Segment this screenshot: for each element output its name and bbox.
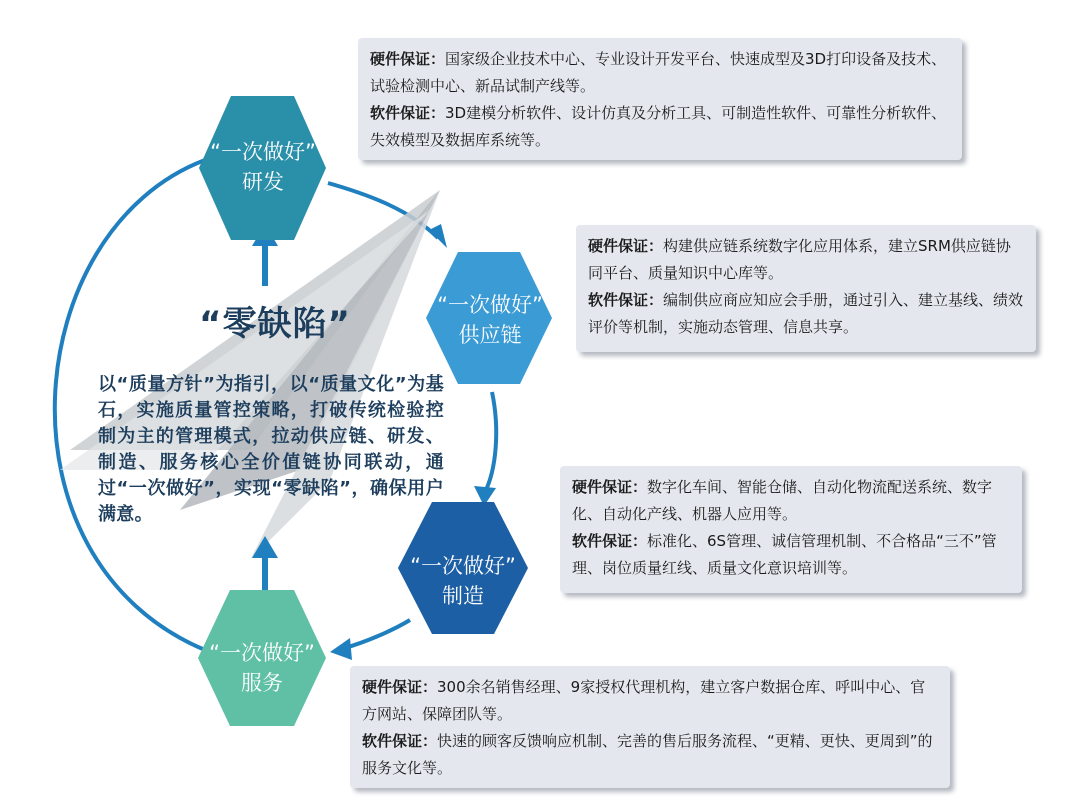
hardware-text: 构建供应链系统数字化应用体系，建立SRM供应链协同平台、质量知识中心库等。 (588, 237, 1011, 282)
info-box-supply-chain (576, 225, 1036, 352)
hexagon-supply-line2: 供应链 (458, 323, 522, 347)
hexagon-supply-label (427, 290, 553, 350)
hexagon-service-line2: 服务 (241, 671, 283, 695)
info-box-research (358, 38, 962, 160)
arrow-head-supply (429, 224, 447, 248)
software-label: 软件保证： (370, 104, 446, 122)
info-box-service (350, 666, 950, 788)
software-text: 3D建模分析软件、设计仿真及分析工具、可制造性软件、可靠性分析软件、失效模型及数据库系统等。 (370, 104, 947, 149)
arc-supply-to-manufacturing (485, 392, 496, 492)
hexagon-supply-line1: “一次做好” (437, 293, 543, 317)
info-box-manufacturing (560, 466, 1022, 593)
hexagon-manufacturing-line2: 制造 (442, 584, 484, 608)
hexagon-research-line1: “一次做好” (210, 140, 316, 164)
software-label: 软件保证： (362, 732, 438, 750)
hexagon-service-line1: “一次做好” (209, 641, 315, 665)
zero-defect-title: “零缺陷” (199, 304, 351, 344)
hardware-label: 硬件保证： (370, 50, 446, 68)
hardware-label: 硬件保证： (588, 237, 664, 255)
software-label: 软件保证： (572, 532, 648, 550)
hexagon-manufacturing-label (400, 551, 526, 611)
hardware-text: 国家级企业技术中心、专业设计开发平台、快速成型及3D打印设备及技术、试验检测中心、新品试制产线等。 (370, 50, 947, 95)
hexagon-manufacturing-line1: “一次做好” (410, 554, 516, 578)
up-arrow-bottom (252, 536, 278, 596)
software-text: 编制供应商应知应会手册，通过引入、建立基线、绩效评价等机制，实施动态管理、信息共享。 (588, 291, 1024, 336)
software-text: 标准化、6S管理、诚信管理机制、不合格品“三不”管理、岗位质量红线、质量文化意识培训等。 (572, 532, 997, 577)
software-text: 快速的顾客反馈响应机制、完善的售后服务流程、“更精、更快、更周到”的服务文化等。 (362, 732, 933, 777)
zero-defect-description: 以“质量方针”为指引，以“质量文化”为基石，实施质量管控策略，打破传统检验控制为主的管理模式，拉动供应链、研发、制造、服务核心全价值链协同联动，通过“一次做好”，实现“零缺陷”，确保用户满意。 (98, 374, 444, 525)
software-label: 软件保证： (588, 291, 664, 309)
arrow-head-service (330, 638, 352, 660)
hexagon-service-label (199, 638, 325, 698)
hexagon-research-label (200, 137, 326, 197)
hardware-label: 硬件保证： (362, 678, 438, 696)
hardware-text: 数字化车间、智能仓储、自动化物流配送系统、数字化、自动化产线、机器人应用等。 (572, 478, 993, 523)
hardware-label: 硬件保证： (572, 478, 648, 496)
arc-manufacturing-to-service (345, 620, 410, 648)
hardware-text: 300余名销售经理、9家授权代理机构，建立客户数据仓库、呼叫中心、官方网站、保障团队等。 (362, 678, 926, 723)
hexagon-research-line2: 研发 (242, 170, 284, 194)
